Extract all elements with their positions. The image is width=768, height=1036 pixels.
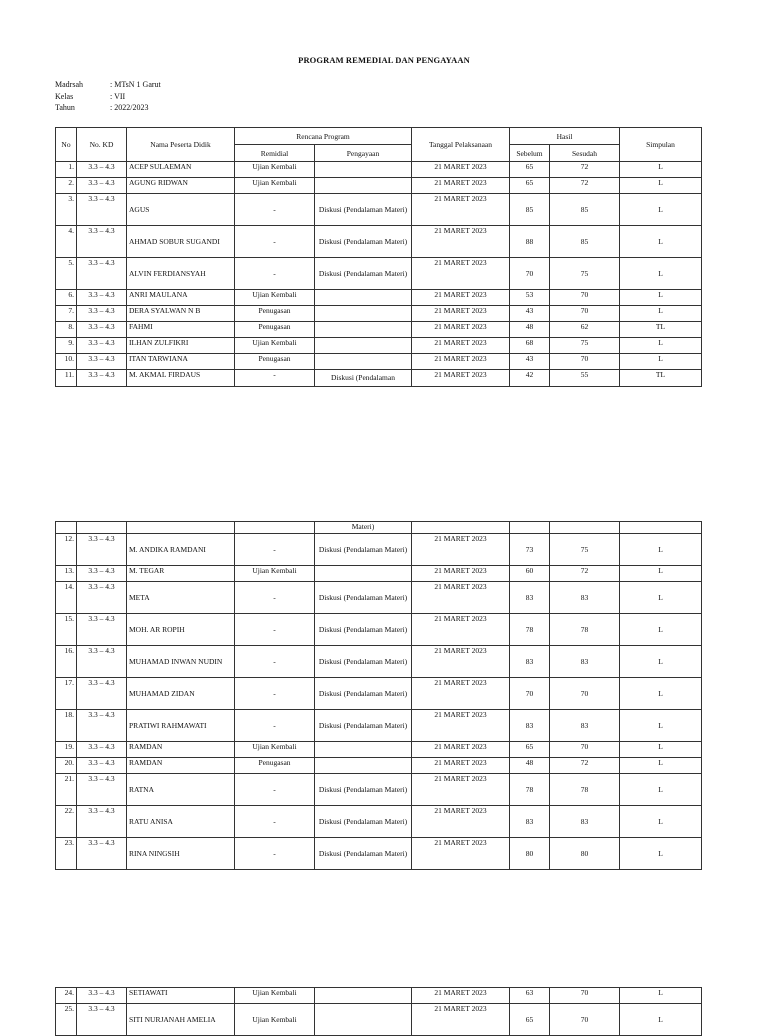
header-rencana: Rencana Program: [235, 128, 412, 145]
cell-nama: MUHAMAD INWAN NUDIN: [127, 646, 235, 678]
cell-simpulan: L: [620, 774, 702, 806]
cell-sebelum: 78: [510, 614, 550, 646]
cell-no: 3.: [56, 194, 77, 226]
cell-no: 18.: [56, 710, 77, 742]
cell-no: 17.: [56, 678, 77, 710]
cell-nama: MOH. AR ROPIH: [127, 614, 235, 646]
cell-kd: 3.3 – 4.3: [77, 322, 127, 338]
cell-sesudah: 78: [550, 774, 620, 806]
cell-sebelum: 70: [510, 258, 550, 290]
cell-kd: 3.3 – 4.3: [77, 354, 127, 370]
cell-sebelum: 65: [510, 742, 550, 758]
cell-simpulan: L: [620, 162, 702, 178]
cell-pengayaan: Diskusi (Pendalaman: [315, 370, 412, 387]
header-sesudah: Sesudah: [550, 145, 620, 162]
page-title: PROGRAM REMEDIAL DAN PENGAYAAN: [298, 55, 470, 65]
remedial-table-page-3: [55, 987, 702, 1036]
cell-no: 2.: [56, 178, 77, 194]
document-meta: [55, 79, 161, 114]
table-row: [56, 614, 702, 646]
cell-pengayaan: [315, 290, 412, 306]
cell-no: 11.: [56, 370, 77, 387]
cell-simpulan: L: [620, 710, 702, 742]
cell-tanggal: 21 MARET 2023: [412, 838, 510, 870]
remedial-table-page-1: [55, 127, 702, 387]
cell-simpulan: TL: [620, 322, 702, 338]
cell-nama: DERA SYALWAN N B: [127, 306, 235, 322]
header-hasil: Hasil: [510, 128, 620, 145]
cell-sesudah: 72: [550, 162, 620, 178]
table-row: [56, 306, 702, 322]
cell-simpulan: L: [620, 338, 702, 354]
cell-no: 21.: [56, 774, 77, 806]
cell-kd: 3.3 – 4.3: [77, 758, 127, 774]
cell-tanggal: 21 MARET 2023: [412, 322, 510, 338]
cell-tanggal: 21 MARET 2023: [412, 354, 510, 370]
cell-simpulan: L: [620, 742, 702, 758]
cell-sesudah: 78: [550, 614, 620, 646]
cell-tanggal: 21 MARET 2023: [412, 290, 510, 306]
cell-pengayaan: Diskusi (Pendalaman Materi): [315, 678, 412, 710]
cell-kd: 3.3 – 4.3: [77, 178, 127, 194]
table-row: [56, 988, 702, 1004]
table-row: [56, 162, 702, 178]
cell-sebelum: 48: [510, 758, 550, 774]
cell-simpulan: L: [620, 566, 702, 582]
table-row: [56, 566, 702, 582]
cell-nama: ITAN TARWIANA: [127, 354, 235, 370]
cell-kd: 3.3 – 4.3: [77, 338, 127, 354]
cell-sebelum: 85: [510, 194, 550, 226]
cell-tanggal: 21 MARET 2023: [412, 1004, 510, 1036]
cell-sesudah: 72: [550, 566, 620, 582]
cell-pengayaan: [315, 322, 412, 338]
table-row: [56, 758, 702, 774]
cell-pengayaan: [315, 758, 412, 774]
cell-remidial: -: [235, 534, 315, 566]
cell-pengayaan: Diskusi (Pendalaman Materi): [315, 258, 412, 290]
cell-kd: 3.3 – 4.3: [77, 1004, 127, 1036]
cell-sesudah: 70: [550, 354, 620, 370]
table-body: [56, 988, 702, 1036]
cell-sesudah: 75: [550, 258, 620, 290]
meta-row-madrasah: [55, 79, 161, 91]
cell-sesudah: 70: [550, 742, 620, 758]
cell-kd: 3.3 – 4.3: [77, 988, 127, 1004]
cell-remidial: -: [235, 838, 315, 870]
cell-nama: RATNA: [127, 774, 235, 806]
cell-simpulan: L: [620, 806, 702, 838]
cell-kd: 3.3 – 4.3: [77, 226, 127, 258]
cell-no: 1.: [56, 162, 77, 178]
cell-sebelum: 65: [510, 1004, 550, 1036]
cell-pengayaan: Diskusi (Pendalaman Materi): [315, 838, 412, 870]
cell-pengayaan: [315, 566, 412, 582]
header-remidial: Remidial: [235, 145, 315, 162]
cell-no: 19.: [56, 742, 77, 758]
cell-pengayaan: Diskusi (Pendalaman Materi): [315, 806, 412, 838]
cell-no: 9.: [56, 338, 77, 354]
cell-kd: [77, 522, 127, 534]
table-row: [56, 534, 702, 566]
cell-remidial: -: [235, 226, 315, 258]
cell-pengayaan: Diskusi (Pendalaman Materi): [315, 614, 412, 646]
header-kd: No. KD: [77, 128, 127, 162]
cell-remidial: Penugasan: [235, 322, 315, 338]
cell-remidial: -: [235, 646, 315, 678]
cell-simpulan: L: [620, 290, 702, 306]
cell-sesudah: 70: [550, 306, 620, 322]
header-simpulan: Simpulan: [620, 128, 702, 162]
cell-remidial: [235, 522, 315, 534]
cell-no: 10.: [56, 354, 77, 370]
cell-remidial: Ujian Kembali: [235, 566, 315, 582]
cell-sesudah: 85: [550, 194, 620, 226]
cell-nama: M. ANDIKA RAMDANI: [127, 534, 235, 566]
cell-sesudah: 70: [550, 678, 620, 710]
cell-remidial: -: [235, 582, 315, 614]
cell-sesudah: 72: [550, 178, 620, 194]
cell-no: 20.: [56, 758, 77, 774]
cell-kd: 3.3 – 4.3: [77, 838, 127, 870]
cell-simpulan: L: [620, 838, 702, 870]
table-row: [56, 290, 702, 306]
cell-sebelum: 43: [510, 354, 550, 370]
cell-no: 6.: [56, 290, 77, 306]
cell-nama: RINA NINGSIH: [127, 838, 235, 870]
cell-no: 15.: [56, 614, 77, 646]
cell-nama: [127, 522, 235, 534]
cell-tanggal: 21 MARET 2023: [412, 370, 510, 387]
cell-kd: 3.3 – 4.3: [77, 678, 127, 710]
cell-sebelum: 88: [510, 226, 550, 258]
cell-tanggal: 21 MARET 2023: [412, 306, 510, 322]
cell-no: 7.: [56, 306, 77, 322]
cell-no: 24.: [56, 988, 77, 1004]
cell-tanggal: 21 MARET 2023: [412, 258, 510, 290]
meta-label: Madrsah: [55, 80, 83, 89]
cell-no: 5.: [56, 258, 77, 290]
cell-simpulan: L: [620, 758, 702, 774]
cell-kd: 3.3 – 4.3: [77, 774, 127, 806]
cell-no: 12.: [56, 534, 77, 566]
cell-sebelum: 83: [510, 582, 550, 614]
cell-tanggal: [412, 522, 510, 534]
cell-pengayaan: [315, 1004, 412, 1036]
cell-no: [56, 522, 77, 534]
cell-simpulan: L: [620, 582, 702, 614]
cell-nama: M. TEGAR: [127, 566, 235, 582]
cell-sebelum: 83: [510, 646, 550, 678]
meta-value: : MTsN 1 Garut: [110, 80, 161, 89]
cell-no: 4.: [56, 226, 77, 258]
cell-pengayaan: Diskusi (Pendalaman Materi): [315, 710, 412, 742]
cell-tanggal: 21 MARET 2023: [412, 178, 510, 194]
cell-sesudah: 83: [550, 646, 620, 678]
cell-no: 14.: [56, 582, 77, 614]
cell-remidial: Penugasan: [235, 354, 315, 370]
cell-remidial: Ujian Kembali: [235, 742, 315, 758]
cell-remidial: -: [235, 774, 315, 806]
cell-simpulan: L: [620, 1004, 702, 1036]
cell-sesudah: 70: [550, 988, 620, 1004]
table-row: [56, 178, 702, 194]
cell-no: 23.: [56, 838, 77, 870]
cell-remidial: -: [235, 806, 315, 838]
cell-kd: 3.3 – 4.3: [77, 162, 127, 178]
cell-tanggal: 21 MARET 2023: [412, 614, 510, 646]
cell-sebelum: 68: [510, 338, 550, 354]
header-no: No: [56, 128, 77, 162]
cell-tanggal: 21 MARET 2023: [412, 758, 510, 774]
cell-remidial: -: [235, 194, 315, 226]
cell-sebelum: 65: [510, 178, 550, 194]
cell-tanggal: 21 MARET 2023: [412, 774, 510, 806]
table-row: [56, 710, 702, 742]
cell-sesudah: 83: [550, 582, 620, 614]
header-tanggal: Tanggal Pelaksanaan: [412, 128, 510, 162]
header-nama: Nama Peserta Didik: [127, 128, 235, 162]
cell-simpulan: L: [620, 534, 702, 566]
cell-tanggal: 21 MARET 2023: [412, 162, 510, 178]
cell-tanggal: 21 MARET 2023: [412, 534, 510, 566]
cell-sebelum: 63: [510, 988, 550, 1004]
cell-simpulan: L: [620, 678, 702, 710]
cell-nama: RAMDAN: [127, 742, 235, 758]
table-body: [56, 522, 702, 870]
cell-tanggal: 21 MARET 2023: [412, 678, 510, 710]
cell-remidial: -: [235, 370, 315, 387]
cell-nama: PRATIWI RAHMAWATI: [127, 710, 235, 742]
cell-kd: 3.3 – 4.3: [77, 646, 127, 678]
cell-sesudah: 83: [550, 710, 620, 742]
cell-nama: SITI NURJANAH AMELIA: [127, 1004, 235, 1036]
cell-simpulan: L: [620, 988, 702, 1004]
cell-sebelum: 70: [510, 678, 550, 710]
cell-simpulan: TL: [620, 370, 702, 387]
table-row: [56, 678, 702, 710]
cell-sebelum: 80: [510, 838, 550, 870]
cell-sebelum: 65: [510, 162, 550, 178]
cell-no: 13.: [56, 566, 77, 582]
cell-sebelum: 83: [510, 806, 550, 838]
header-sebelum: Sebelum: [510, 145, 550, 162]
cell-nama: ALVIN FERDIANSYAH: [127, 258, 235, 290]
cell-pengayaan: [315, 306, 412, 322]
cell-pengayaan: Diskusi (Pendalaman Materi): [315, 194, 412, 226]
cell-remidial: Ujian Kembali: [235, 178, 315, 194]
table-body: [56, 162, 702, 387]
cell-pengayaan: [315, 742, 412, 758]
cell-sebelum: [510, 522, 550, 534]
cell-tanggal: 21 MARET 2023: [412, 742, 510, 758]
cell-kd: 3.3 – 4.3: [77, 806, 127, 838]
cell-sebelum: 53: [510, 290, 550, 306]
table-row: [56, 774, 702, 806]
cell-nama: FAHMI: [127, 322, 235, 338]
cell-remidial: Ujian Kembali: [235, 338, 315, 354]
cell-simpulan: [620, 522, 702, 534]
cell-sebelum: 48: [510, 322, 550, 338]
table-row: [56, 806, 702, 838]
table-row: [56, 258, 702, 290]
cell-sebelum: 43: [510, 306, 550, 322]
cell-simpulan: L: [620, 178, 702, 194]
cell-pengayaan: [315, 162, 412, 178]
cell-sesudah: 70: [550, 1004, 620, 1036]
table-row: [56, 838, 702, 870]
cell-remidial: Ujian Kembali: [235, 290, 315, 306]
table-row: [56, 582, 702, 614]
cell-nama: ILHAN ZULFIKRI: [127, 338, 235, 354]
cell-simpulan: L: [620, 258, 702, 290]
cell-no: 22.: [56, 806, 77, 838]
cell-pengayaan: Diskusi (Pendalaman Materi): [315, 582, 412, 614]
cell-sebelum: 42: [510, 370, 550, 387]
cell-nama: META: [127, 582, 235, 614]
cell-kd: 3.3 – 4.3: [77, 614, 127, 646]
cell-pengayaan: Diskusi (Pendalaman Materi): [315, 534, 412, 566]
cell-sesudah: 83: [550, 806, 620, 838]
cell-simpulan: L: [620, 306, 702, 322]
cell-tanggal: 21 MARET 2023: [412, 566, 510, 582]
cell-tanggal: 21 MARET 2023: [412, 806, 510, 838]
cell-pengayaan: [315, 354, 412, 370]
cell-remidial: Ujian Kembali: [235, 988, 315, 1004]
cell-nama: AGUS: [127, 194, 235, 226]
cell-tanggal: 21 MARET 2023: [412, 582, 510, 614]
cell-tanggal: 21 MARET 2023: [412, 646, 510, 678]
cell-kd: 3.3 – 4.3: [77, 710, 127, 742]
table-row: [56, 646, 702, 678]
cell-nama: ANRI MAULANA: [127, 290, 235, 306]
cell-nama: RATU ANISA: [127, 806, 235, 838]
cell-kd: 3.3 – 4.3: [77, 534, 127, 566]
table-row: [56, 742, 702, 758]
table-row: [56, 322, 702, 338]
cell-pengayaan: [315, 988, 412, 1004]
cell-sebelum: 83: [510, 710, 550, 742]
meta-row-kelas: [55, 91, 161, 103]
cell-tanggal: 21 MARET 2023: [412, 710, 510, 742]
cell-remidial: Penugasan: [235, 758, 315, 774]
remedial-table-page-2: [55, 521, 702, 870]
table-row: [56, 370, 702, 387]
meta-value: : 2022/2023: [110, 103, 149, 113]
cell-sesudah: 62: [550, 322, 620, 338]
cell-nama: ACEP SULAEMAN: [127, 162, 235, 178]
cell-nama: AGUNG RIDWAN: [127, 178, 235, 194]
cell-tanggal: 21 MARET 2023: [412, 194, 510, 226]
cell-tanggal: 21 MARET 2023: [412, 226, 510, 258]
table-row: [56, 1004, 702, 1036]
cell-sebelum: 78: [510, 774, 550, 806]
cell-nama: MUHAMAD ZIDAN: [127, 678, 235, 710]
cell-remidial: -: [235, 614, 315, 646]
cell-sebelum: 73: [510, 534, 550, 566]
cell-remidial: -: [235, 258, 315, 290]
cell-pengayaan: Materi): [315, 522, 412, 534]
cell-sesudah: [550, 522, 620, 534]
cell-kd: 3.3 – 4.3: [77, 194, 127, 226]
table-row: [56, 522, 702, 534]
cell-kd: 3.3 – 4.3: [77, 566, 127, 582]
cell-simpulan: L: [620, 354, 702, 370]
cell-nama: AHMAD SOBUR SUGANDI: [127, 226, 235, 258]
cell-nama: RAMDAN: [127, 758, 235, 774]
cell-remidial: -: [235, 710, 315, 742]
cell-simpulan: L: [620, 614, 702, 646]
cell-sesudah: 80: [550, 838, 620, 870]
cell-kd: 3.3 – 4.3: [77, 582, 127, 614]
cell-kd: 3.3 – 4.3: [77, 370, 127, 387]
cell-sesudah: 75: [550, 534, 620, 566]
cell-kd: 3.3 – 4.3: [77, 306, 127, 322]
table-row: [56, 338, 702, 354]
header-pengayaan: Pengayaan: [315, 145, 412, 162]
cell-remidial: -: [235, 678, 315, 710]
cell-sesudah: 72: [550, 758, 620, 774]
meta-label: Kelas: [55, 91, 74, 101]
cell-pengayaan: Diskusi (Pendalaman Materi): [315, 646, 412, 678]
cell-sesudah: 75: [550, 338, 620, 354]
cell-kd: 3.3 – 4.3: [77, 290, 127, 306]
meta-row-tahun: [55, 102, 161, 114]
cell-no: 8.: [56, 322, 77, 338]
cell-remidial: Ujian Kembali: [235, 162, 315, 178]
cell-kd: 3.3 – 4.3: [77, 258, 127, 290]
cell-simpulan: L: [620, 226, 702, 258]
table-row: [56, 354, 702, 370]
cell-pengayaan: Diskusi (Pendalaman Materi): [315, 774, 412, 806]
cell-sesudah: 70: [550, 290, 620, 306]
cell-sesudah: 55: [550, 370, 620, 387]
meta-label: Tahun: [55, 103, 75, 113]
cell-tanggal: 21 MARET 2023: [412, 338, 510, 354]
meta-value: : VII: [110, 91, 126, 101]
cell-no: 16.: [56, 646, 77, 678]
cell-no: 25.: [56, 1004, 77, 1036]
cell-tanggal: 21 MARET 2023: [412, 988, 510, 1004]
cell-sebelum: 60: [510, 566, 550, 582]
cell-simpulan: L: [620, 646, 702, 678]
cell-sesudah: 85: [550, 226, 620, 258]
cell-simpulan: L: [620, 194, 702, 226]
cell-kd: 3.3 – 4.3: [77, 742, 127, 758]
cell-nama: SETIAWATI: [127, 988, 235, 1004]
table-header: [56, 128, 702, 162]
cell-remidial: Penugasan: [235, 306, 315, 322]
cell-nama: M. AKMAL FIRDAUS: [127, 370, 235, 387]
cell-pengayaan: Diskusi (Pendalaman Materi): [315, 226, 412, 258]
cell-pengayaan: [315, 178, 412, 194]
cell-remidial: Ujian Kembali: [235, 1004, 315, 1036]
cell-pengayaan: [315, 338, 412, 354]
table-row: [56, 226, 702, 258]
table-row: [56, 194, 702, 226]
